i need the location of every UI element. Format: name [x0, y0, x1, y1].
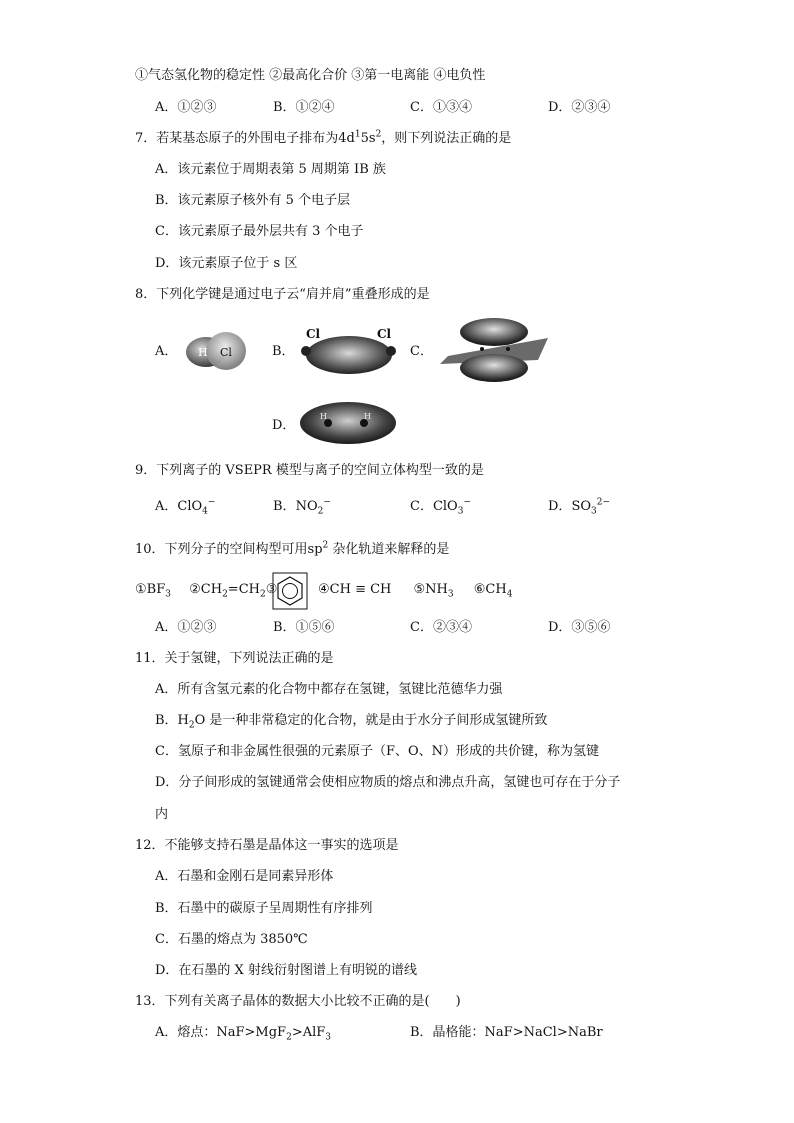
q7-option-a: A．该元素位于周期表第 5 周期第 IB 族 — [155, 162, 386, 177]
orbital-image-d — [298, 400, 398, 446]
orbital-d-left-label: H — [320, 412, 327, 421]
q7-option-d: D．该元素原子位于 s 区 — [155, 256, 298, 271]
orbital-d-right-label: H — [364, 412, 371, 421]
q10-option-d: D．③⑤⑥ — [548, 620, 611, 635]
q8-label-d: D． — [272, 418, 296, 433]
q6-option-a: A．①②③ — [155, 100, 217, 115]
q6-option-b: B．①②④ — [273, 100, 335, 115]
orbital-image-c — [438, 316, 550, 384]
q8-label-b: B． — [272, 344, 295, 359]
q9-option-c: C．ClO$_3$− — [410, 497, 471, 517]
q12-option-b: B．石墨中的碳原子呈周期性有序排列 — [155, 901, 373, 916]
q13-option-b: B．晶格能：NaF>NaCl>NaBr — [410, 1025, 603, 1040]
q6-items: ①气态氢化物的稳定性 ②最高化合价 ③第一电离能 ④电负性 — [135, 68, 486, 83]
q8-stem: 8．下列化学键是通过电子云“肩并肩”重叠形成的是 — [135, 287, 430, 302]
q10-items-rest: ④CH ≡ CH $⑤NH_3$ $⑥CH_4$ — [318, 582, 513, 600]
q11-option-d: D．分子间形成的氢键通常会使相应物质的熔点和沸点升高，氢键也可存在于分子 — [155, 775, 621, 790]
q10-stem: 10．下列分子的空间构型可用$sp^2$ 杂化轨道来解释的是 — [135, 540, 450, 557]
orbital-image-b — [296, 323, 402, 379]
q10-option-a: A．①②③ — [155, 620, 217, 635]
benzene-ring-icon — [272, 572, 308, 610]
q9-option-d: D．$SO_3^{2-}$ — [548, 497, 611, 517]
q9-option-a: A．ClO$_4$− — [155, 497, 216, 517]
orbital-b-right-label: Cl — [377, 327, 392, 341]
q10-option-c: C．②③④ — [410, 620, 472, 635]
orbital-a-left-label: H — [198, 346, 208, 359]
orbital-a-right-label: Cl — [220, 346, 232, 359]
q9-stem: 9．下列离子的 VSEPR 模型与离子的空间立体构型一致的是 — [135, 463, 484, 478]
q11-option-d-cont: 内 — [155, 807, 169, 822]
q7-stem: 7．若某基态原子的外围电子排布为$4d^15s^2$，则下列说法正确的是 — [135, 129, 512, 146]
q6-option-d: D．②③④ — [548, 100, 611, 115]
q13-stem: 13．下列有关离子晶体的数据大小比较不正确的是( ) — [135, 994, 461, 1009]
q7-option-b: B．该元素原子核外有 5 个电子层 — [155, 193, 351, 208]
q7-option-c: C．该元素原子最外层共有 3 个电子 — [155, 224, 364, 239]
q11-option-b: B．$H_2O$ 是一种非常稳定的化合物，就是由于水分子间形成氢键所致 — [155, 713, 548, 731]
q11-option-c: C．氢原子和非金属性很强的元素原子（F、O、N）形成的共价键，称为氢键 — [155, 744, 599, 759]
q6-option-c: C．①③④ — [410, 100, 472, 115]
q8-label-c: C． — [410, 344, 433, 359]
q11-stem: 11．关于氢键，下列说法正确的是 — [135, 651, 334, 666]
q11-option-a: A．所有含氢元素的化合物中都存在氢键，氢键比范德华力强 — [155, 682, 503, 697]
q12-option-d: D．在石墨的 X 射线衍射图谱上有明锐的谱线 — [155, 963, 417, 978]
q12-option-a: A．石墨和金刚石是同素异形体 — [155, 869, 334, 884]
q12-stem: 12．不能够支持石墨是晶体这一事实的选项是 — [135, 838, 399, 853]
q10-option-b: B．①⑤⑥ — [273, 620, 335, 635]
q10-items: $①BF_3$ $②CH_2=CH_2③$ — [135, 582, 278, 600]
orbital-b-left-label: Cl — [306, 327, 321, 341]
q9-option-b: B．$NO_2^-$ — [273, 497, 331, 517]
q8-label-a: A． — [155, 344, 178, 359]
orbital-image-a — [184, 330, 248, 374]
q13-option-a: A．熔点：NaF>MgF$_2$>AlF$_3$ — [155, 1025, 332, 1043]
q12-option-c: C．石墨的熔点为 3850℃ — [155, 932, 308, 947]
